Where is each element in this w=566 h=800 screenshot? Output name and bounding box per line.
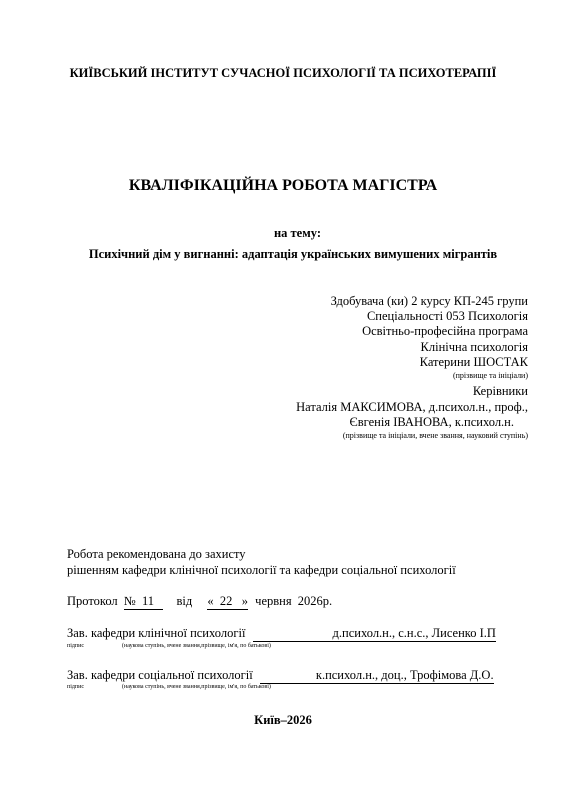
protocol-from: від <box>176 594 193 608</box>
protocol-number: 11 <box>141 594 155 608</box>
date-quote-close: » <box>241 594 249 608</box>
protocol-label: Протокол <box>67 594 118 608</box>
protocol-line <box>67 594 332 610</box>
footer-city-year: Київ–2026 <box>254 713 312 727</box>
head-clinical-label: Зав. кафедри клінічної психології <box>67 626 246 640</box>
institute-name: КИЇВСЬКИЙ ІНСТИТУТ СУЧАСНОЇ ПСИХОЛОГІЇ ТА ПСИХОТЕРАПІЇ <box>69 66 497 80</box>
head-social-detail-caption: (наукова ступінь, вчене звання,прізвище, ім'я, по батькові) <box>122 684 271 690</box>
supervisor-1: Наталія МАКСИМОВА, д.психол.н., проф., <box>296 400 528 414</box>
head-clinical-sign-caption: підпис <box>67 643 85 649</box>
protocol-year: 2026р. <box>297 594 333 608</box>
head-clinical-detail-caption: (наукова ступінь, вчене звання,прізвище, ім'я, по батькові) <box>122 643 271 649</box>
recommendation-line-2: рішенням кафедри клінічної психології та кафедри соціальної психології <box>67 563 456 577</box>
date-quote-open: « <box>207 594 214 608</box>
protocol-no-sign: № <box>123 594 136 608</box>
protocol-number-field <box>124 594 164 610</box>
author-course: Здобувача (ки) 2 курсу КП-245 групи <box>330 294 528 308</box>
head-social-signature-field <box>260 668 494 684</box>
author-program-name: Клінічна психологія <box>420 340 528 354</box>
head-social-label: Зав. кафедри соціальної психології <box>67 668 253 682</box>
head-clinical-signature-field <box>253 626 496 642</box>
thesis-topic: Психічний дім у вигнанні: адаптація українських вимушених мігрантів <box>88 247 498 261</box>
supervisors-caption: (прізвище та ініціали, вчене звання, науковий ступінь) <box>342 431 528 440</box>
head-social-line <box>67 668 494 684</box>
topic-label: на тему: <box>273 226 321 240</box>
author-name: Катерини ШОСТАК <box>419 355 528 369</box>
document-title: КВАЛІФІКАЦІЙНА РОБОТА МАГІСТРА <box>128 177 438 194</box>
head-social-sign-caption: підпис <box>67 684 85 690</box>
protocol-day: 22 <box>219 594 233 608</box>
author-name-caption: (прізвище та ініціали) <box>452 371 528 380</box>
recommendation-line-1: Робота рекомендована до захисту <box>67 547 246 561</box>
supervisor-2: Євгенія ІВАНОВА, к.психол.н. <box>349 415 514 429</box>
author-program: Освітньо-професійна програма <box>362 324 528 338</box>
author-specialty: Спеціальності 053 Психологія <box>366 309 528 323</box>
head-clinical-value: д.психол.н., с.н.с., Лисенко І.П <box>332 626 496 640</box>
head-clinical-line <box>67 626 496 642</box>
protocol-date-field <box>207 594 248 610</box>
supervisors-label: Керівники <box>472 384 528 398</box>
head-social-value: к.психол.н., доц., Трофімова Д.О. <box>315 668 494 682</box>
protocol-month: червня <box>255 594 292 608</box>
